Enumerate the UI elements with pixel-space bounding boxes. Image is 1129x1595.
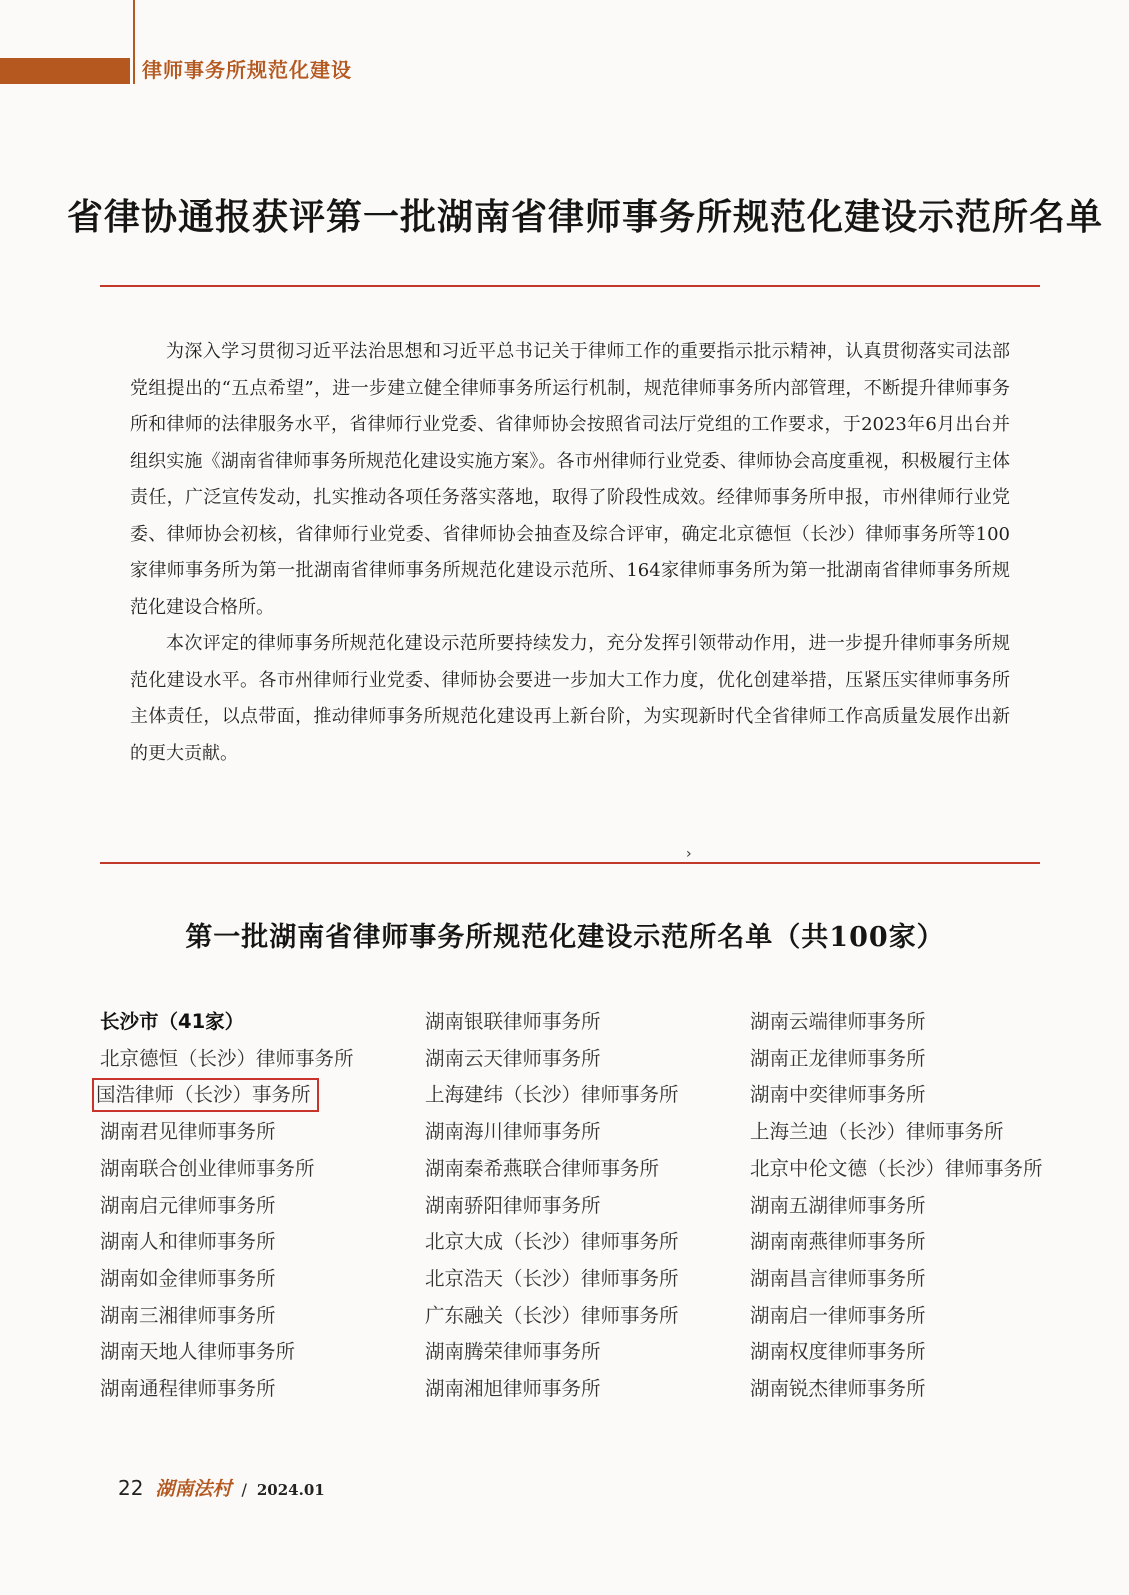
list-item: 湖南银联律师事务所 (425, 1010, 601, 1033)
list-item: 上海建纬（长沙）律师事务所 (425, 1083, 679, 1107)
magazine-logo: 湖南法村 (155, 1478, 232, 1500)
list-item: 湖南正龙律师事务所 (750, 1046, 926, 1070)
list-item: 湖南骄阳律师事务所 (425, 1193, 601, 1217)
list-item: 湖南腾荣律师事务所 (425, 1340, 601, 1364)
list-item: 湖南通程律师事务所 (100, 1377, 276, 1401)
list-item: 湖南五湖律师事务所 (750, 1193, 926, 1217)
list-item-highlighted (96, 1077, 354, 1114)
issue-number: 2024.01 (256, 1481, 325, 1499)
firm-column-1 (96, 1004, 354, 1408)
list-item: 湖南启元律师事务所 (100, 1193, 276, 1217)
firm-column-2 (425, 1004, 679, 1408)
list-item: 广东融关（长沙）律师事务所 (425, 1303, 679, 1327)
list-item: 湖南联合创业律师事务所 (100, 1156, 315, 1180)
list-item: 湖南海川律师事务所 (425, 1120, 601, 1144)
header-accent-bar (0, 58, 130, 84)
footer-separator: / (241, 1480, 247, 1499)
list-item: 北京中伦文德（长沙）律师事务所 (750, 1156, 1043, 1180)
list-item: 湖南湘旭律师事务所 (425, 1377, 601, 1401)
header-divider (133, 0, 135, 84)
section-title: 律师事务所规范化建设 (142, 58, 352, 82)
list-item: 湖南云天律师事务所 (425, 1046, 601, 1070)
list-item: 湖南秦希燕联合律师事务所 (425, 1156, 660, 1180)
page-number: 22 (118, 1476, 144, 1500)
list-item: 湖南中奕律师事务所 (750, 1083, 926, 1107)
list-item: 上海兰迪（长沙）律师事务所 (750, 1120, 1004, 1144)
list-item: 湖南云端律师事务所 (750, 1010, 926, 1033)
list-item: 湖南启一律师事务所 (750, 1303, 926, 1327)
list-item: 湖南人和律师事务所 (100, 1230, 276, 1254)
highlight-box: 国浩律师（长沙）事务所 (94, 1080, 317, 1110)
article-title: 省律协通报获评第一批湖南省律师事务所规范化建设示范所名单 (66, 197, 1103, 238)
group-heading: 长沙市（41家） (100, 1010, 245, 1033)
list-item: 湖南南燕律师事务所 (750, 1230, 926, 1254)
firm-column-3 (750, 1004, 1043, 1408)
article-body (130, 334, 1010, 772)
list-title: 第一批湖南省律师事务所规范化建设示范所名单（共100家） (185, 922, 945, 953)
list-item: 湖南如金律师事务所 (100, 1266, 276, 1290)
list-item: 湖南权度律师事务所 (750, 1340, 926, 1364)
list-item: 湖南天地人律师事务所 (100, 1340, 296, 1364)
list-item: 湖南君见律师事务所 (100, 1120, 276, 1144)
top-divider (100, 285, 1040, 287)
list-item: 北京大成（长沙）律师事务所 (425, 1230, 679, 1254)
paragraph: 为深入学习贯彻习近平法治思想和习近平总书记关于律师工作的重要指示批示精神，认真贯彻落实司法部党组提出的“五点希望”，进一步建立健全律师事务所运行机制，规范律师事务所内部管理，不断提升律师事务所和律师的法律服务水平，省律师行业党委、省律师协会按照省司法厅党组的工作要求，于2023年6月出台并组织实施《湖南省律师事务所规范化建设实施方案》。各市州律师行业党委、律师协会高度重视，积极履行主体责任，广泛宣传发动，扎实推动各项任务落实落地，取得了阶段性成效。经律师事务所申报，市州律师行业党委、律师协会初核，省律师行业党委、省律师协会抽查及综合评审，确定北京德恒（长沙）律师事务所等100家律师事务所为第一批湖南省律师事务所规范化建设示范所、164家律师事务所为第一批湖南省律师事务所规范化建设合格所。 (130, 341, 1010, 618)
page-mark: › (686, 846, 692, 862)
bottom-divider (100, 862, 1040, 864)
paragraph: 本次评定的律师事务所规范化建设示范所要持续发力，充分发挥引领带动作用，进一步提升律师事务所规范化建设水平。各市州律师行业党委、律师协会要进一步加大工作力度，优化创建举措，压紧压实律师事务所主体责任，以点带面，推动律师事务所规范化建设再上新台阶，为实现新时代全省律师工作高质量发展作出新的更大贡献。 (130, 633, 1010, 764)
page-footer (118, 1474, 325, 1504)
list-item: 北京浩天（长沙）律师事务所 (425, 1266, 679, 1290)
list-item: 湖南锐杰律师事务所 (750, 1377, 926, 1401)
list-item: 湖南三湘律师事务所 (100, 1303, 276, 1327)
list-item: 湖南昌言律师事务所 (750, 1266, 926, 1290)
list-item: 北京德恒（长沙）律师事务所 (100, 1046, 354, 1070)
